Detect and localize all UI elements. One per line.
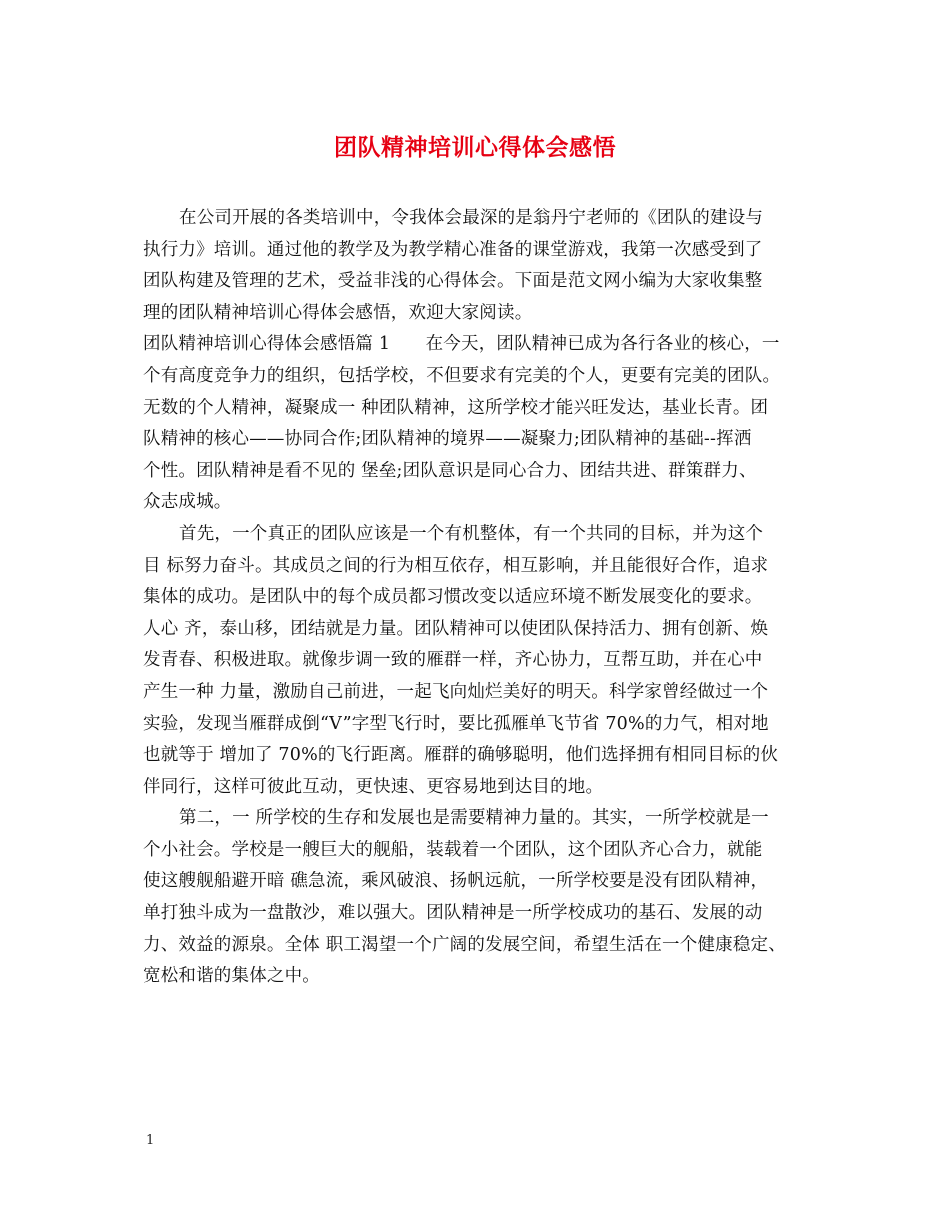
text-line: 首先，一个真正的团队应该是一个有机整体，有一个共同的目标，并为这个 xyxy=(179,523,764,544)
text-line: 产生一种 力量，激励自己前进，一起飞向灿烂美好的明天。科学家曾经做过一个 xyxy=(143,681,769,702)
text-line: 团队构建及管理的艺术，受益非浅的心得体会。下面是范文网小编为大家收集整 xyxy=(143,271,763,292)
text-line: 力、效益的源泉。全体 职工渴望一个广阔的发展空间，希望生活在一个健康稳定、 xyxy=(143,934,786,955)
document-title: 团队精神培训心得体会感悟 xyxy=(334,134,616,161)
text-line: 使这艘舰船避开暗 礁急流，乘风破浪、扬帆远航，一所学校要是没有团队精神， xyxy=(143,871,769,892)
text-line: 无数的个人精神，凝聚成一 种团队精神，这所学校才能兴旺发达，基业长青。团 xyxy=(143,397,769,418)
document-body xyxy=(143,203,823,993)
text-line: 宽松和谐的集体之中。 xyxy=(143,966,320,987)
text-line: 执行力》培训。通过他的教学及为教学精心准备的课堂游戏，我第一次感受到了 xyxy=(143,239,763,260)
page-number: 1 xyxy=(146,1133,155,1148)
text-line: 第二，一 所学校的生存和发展也是需要精神力量的。其实，一所学校就是一 xyxy=(179,808,769,829)
text-line: 在公司开展的各类培训中，令我体会最深的是翁丹宁老师的《团队的建设与 xyxy=(179,208,764,228)
text-line: 人心 齐，泰山移，团结就是力量。团队精神可以使团队保持活力、拥有创新、焕 xyxy=(143,618,769,639)
text-line: 伴同行，这样可彼此互动，更快速、更容易地到达目的地。 xyxy=(143,776,604,797)
text-line: 实验，发现当雁群成倒“V”字型飞行时，要比孤雁单飞节省 70%的力气，相对地 xyxy=(143,713,769,734)
text-line: 理的团队精神培训心得体会感悟，欢迎大家阅读。 xyxy=(143,302,533,323)
text-line: 队精神的核心——协同合作;团队精神的境界——凝聚力;团队精神的基础--挥洒 xyxy=(143,429,752,450)
text-line: 集体的成功。是团队中的每个成员都习惯改变以适应环境不断发展变化的要求。 xyxy=(143,587,763,608)
text-line: 众志成城。 xyxy=(143,492,232,513)
text-line: 单打独斗成为一盘散沙，难以强大。团队精神是一所学校成功的基石、发展的动 xyxy=(143,903,763,924)
text-line: 发青春、积极进取。就像步调一致的雁群一样，齐心协力，互帮互助，并在心中 xyxy=(143,650,763,671)
text-line: 团队精神培训心得体会感悟篇 1 在今天，团队精神已成为各行各业的核心，一 xyxy=(143,334,780,355)
text-line: 也就等于 增加了 70%的飞行距离。雁群的确够聪明，他们选择拥有相同目标的伙 xyxy=(143,745,779,766)
text-line: 个有高度竞争力的组织，包括学校，不但要求有完美的个人，更要有完美的团队。 xyxy=(143,365,781,386)
text-line: 个性。团队精神是看不见的 堡垒;团队意识是同心合力、团结共进、群策群力、 xyxy=(143,460,757,481)
text-line: 目 标努力奋斗。其成员之间的行为相互依存，相互影响，并且能很好合作，追求 xyxy=(143,555,769,576)
text-line: 个小社会。学校是一艘巨大的舰船，装载着一个团队，这个团队齐心合力，就能 xyxy=(143,839,763,860)
